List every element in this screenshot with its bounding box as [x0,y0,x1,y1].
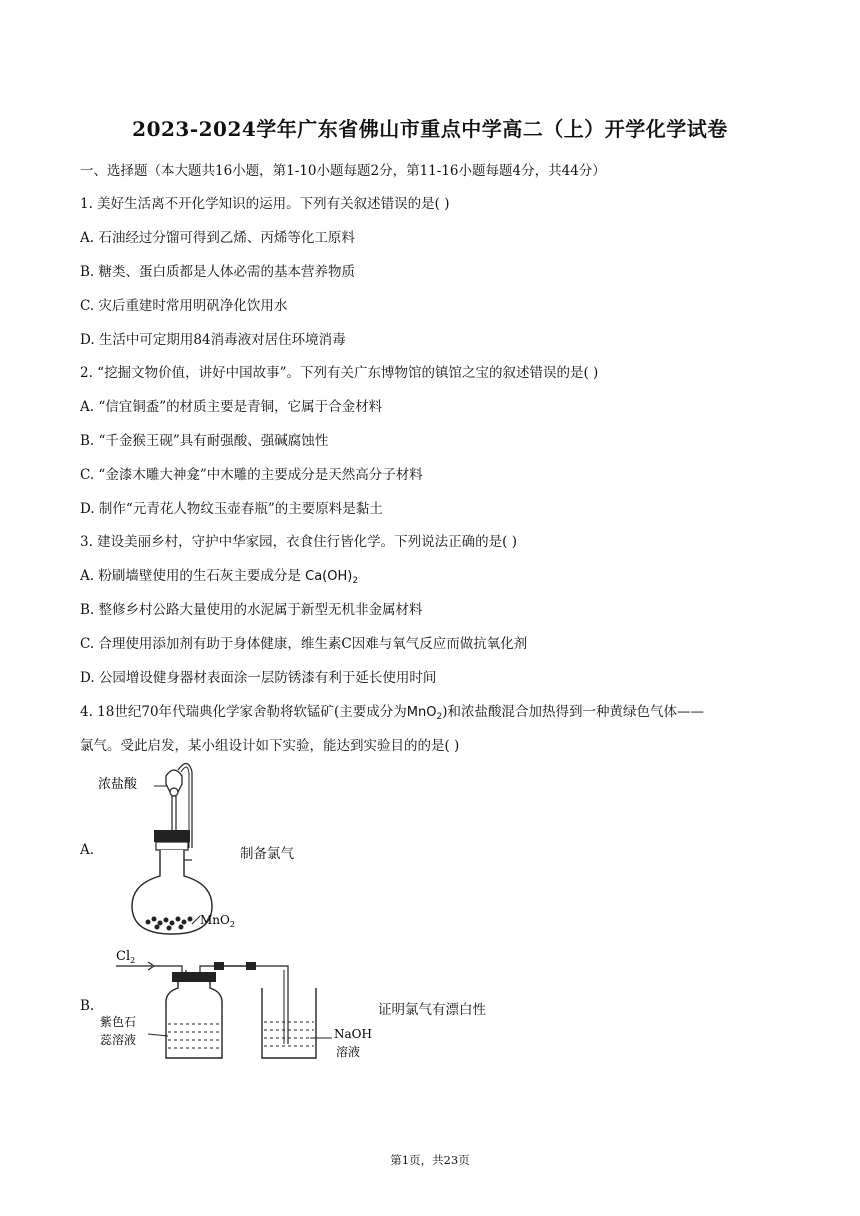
delivery-tube [256,966,288,1044]
label-concentrated-hcl: 浓盐酸 [98,777,138,792]
label-litmus-line1: 紫色石 [100,1015,137,1029]
question-3-option-a [80,564,358,586]
question-4-option-b-letter: B. [80,998,95,1014]
question-2-option-c: C. “金漆木雕大神龛”中木雕的主要成分是天然高分子材料 [80,467,423,483]
question-1-option-d: D. 生活中可定期用84消毒液对居住环境消毒 [80,332,346,348]
question-4-option-a-letter: A. [80,842,95,858]
question-3-stem: 3. 建设美丽乡村，守护中华家园，衣食住行皆化学。下列说法正确的是( ) [80,534,517,550]
formula-mno2: MnO$_2$ [406,705,443,722]
label-naoh-line2: 溶液 [336,1045,361,1059]
label-naoh-line1: NaOH [334,1027,372,1041]
label-leader-litmus [148,1034,168,1036]
section-heading: 一、选择题（本大题共16小题，第1-10小题每题2分，第11-16小题每题4分，共44分） [80,163,606,179]
question-2-option-a: A. “信宜铜盉”的材质主要是青铜，它属于合金材料 [80,399,383,415]
question-1-option-b: B. 糖类、蛋白质都是人体必需的基本营养物质 [80,264,356,280]
label-chlorine-gas: $Cl_2$ [116,949,136,965]
label-litmus-line2: 蕊溶液 [100,1033,137,1047]
question-2-stem: 2. “挖掘文物价值，讲好中国故事”。下列有关广东博物馆的镇馆之宝的叙述错误的是( ) [80,365,599,381]
rubber-stopper [154,830,190,842]
question-1-option-a: A. 石油经过分馏可得到乙烯、丙烯等化工原料 [80,230,355,246]
question-1-option-c: C. 灾后重建时常用明矾净化饮用水 [80,298,288,314]
question-1-stem: 1. 美好生活离不开化学知识的运用。下列有关叙述错误的是( ) [80,196,450,212]
question-4-stem-line1: 4. 18世纪70年代瑞典化学家舍勒将软锰矿(主要成分为MnO$_2$)和浓盐酸混合加热得到一种黄绿色气体—— [80,704,705,722]
question-2-option-b: B. “千金猴王砚”具有耐强酸、强碱腐蚀性 [80,433,329,449]
question-3-option-d: D. 公园增设健身器材表面涂一层防锈漆有利于延长使用时间 [80,670,437,686]
bottle-stopper [172,972,216,982]
question-4-option-a-caption: 制备氯气 [240,846,294,862]
chlorine-bleaching-apparatus [96,942,376,1066]
page-title: 2023-2024学年广东省佛山市重点中学高二（上）开学化学试卷 [132,117,728,141]
chlorine-generation-apparatus [92,756,252,936]
question-3-option-b: B. 整修乡村公路大量使用的水泥属于新型无机非金属材料 [80,602,423,618]
naoh-solution-level [264,1022,314,1046]
formula-caoh2: $Ca(OH)_2$ [305,569,359,586]
question-4-stem-line2: 氯气。受此启发，某小组设计如下实验，能达到实验目的的是( ) [80,738,460,754]
stopper-bottom [156,842,188,850]
stopcock [170,788,178,796]
rubber-connector-2 [246,962,256,970]
label-mno2: MnO$_2$ [200,913,235,929]
question-3-option-c: C. 合理使用添加剂有助于身体健康，维生素C因难与氧气反应而做抗氧化剂 [80,636,528,652]
question-2-option-d: D. 制作“元青花人物纹玉壶春瓶”的主要原料是黏土 [80,501,383,517]
page-footer: 第1页，共23页 [390,1153,470,1167]
gas-washing-bottle [166,982,222,1058]
rubber-connector-1 [214,962,224,970]
question-3-option-a-text: A. 粉刷墙壁使用的生石灰主要成分是 [80,568,301,584]
question-4-option-b-caption: 证明氯气有漂白性 [378,1002,486,1018]
beaker [262,988,316,1058]
